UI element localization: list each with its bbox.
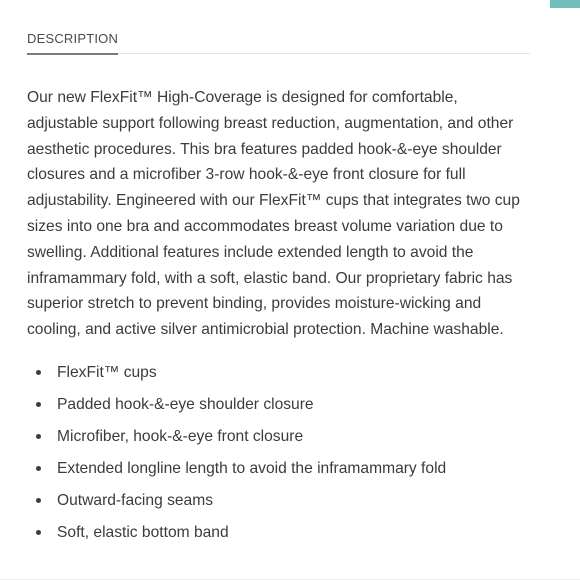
description-text: Our new FlexFit™ High-Coverage is designed for comfortable, adjustable support following breast reduction, augmentation, and other aesthetic procedures. This bra features padded hook-&-eye shoulder closures and a microfiber 3-row hook-&-eye front closure for full adjustability. Engineered with our FlexFit™ cups that integrates two cup sizes into one bra and accommodates breast volume variation due to swelling. Additional features include extended length to avoid the inframammary fold, with a soft, elastic band. Our proprietary fabric has superior stretch to prevent binding, provides moisture-wicking and cooling, and active silver antimicrobial protection. Machine washable.: [27, 89, 520, 339]
feature-label: Outward-facing seams: [57, 491, 213, 509]
feature-label: FlexFit™ cups: [57, 363, 157, 381]
list-item: [27, 357, 530, 389]
feature-label: Soft, elastic bottom band: [57, 523, 229, 541]
bullet-icon: [36, 402, 41, 407]
list-item: [27, 453, 530, 485]
bullet-icon: [36, 498, 41, 503]
feature-label: Padded hook-&-eye shoulder closure: [57, 395, 314, 413]
tab-bar: [27, 0, 530, 54]
list-item: [27, 389, 530, 421]
bullet-icon: [36, 530, 41, 535]
list-item: [27, 485, 530, 517]
bullet-icon: [36, 466, 41, 471]
bullet-icon: [36, 434, 41, 439]
features-list: [27, 357, 530, 549]
feature-label: Extended longline length to avoid the inframammary fold: [57, 459, 447, 477]
bullet-icon: [36, 370, 41, 375]
corner-accent-bar: [550, 0, 580, 8]
description-section: [27, 0, 530, 549]
list-item: [27, 517, 530, 549]
feature-label: Microfiber, hook-&-eye front closure: [57, 427, 304, 445]
list-item: [27, 421, 530, 453]
tab-description[interactable]: DESCRIPTION: [27, 31, 118, 55]
